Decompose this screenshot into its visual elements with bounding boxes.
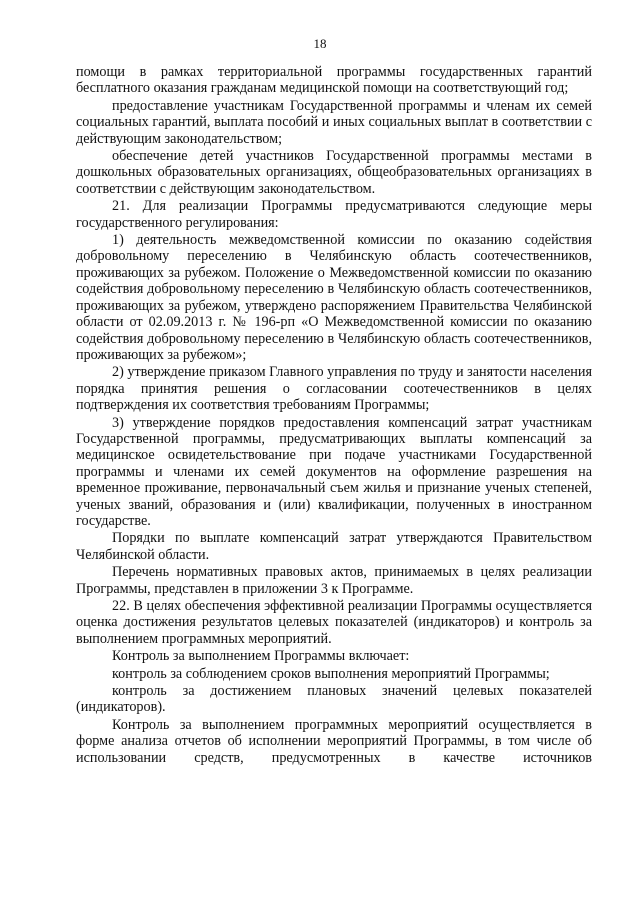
- paragraph-subitem-1: 1) деятельность межведомственной комиссии по оказанию содействия добровольному переселению в Челябинскую область соотечественников, проживающих за рубежом. Положение о Межведомственной комиссии по оказанию содействия добровольному переселению в Челябинскую область соотечественников, проживающих за рубежом, утверждено распоряжением Правительства Челябинской области от 02.09.2013 г. № 196-рп «О Межведомственной комиссии по оказанию содействия добровольному переселению в Челябинскую область соотечественников, проживающих за рубежом»;: [76, 232, 592, 363]
- page-number: 18: [313, 36, 327, 51]
- paragraph-control-includes: Контроль за выполнением Программы включает:: [112, 648, 410, 665]
- paragraph-item-22: 22. В целях обеспечения эффективной реализации Программы осуществляется оценка достижения результатов целевых показателей (индикаторов) и контроль за выполнением программных мероприятий.: [76, 598, 592, 647]
- paragraph-medical-aid: помощи в рамках территориальной программы государственных гарантий бесплатного оказания гражданам медицинской помощи на соответствующий год;: [76, 64, 592, 97]
- document-body: [76, 64, 592, 767]
- paragraph-education-places: обеспечение детей участников Государственной программы местами в дошкольных образовательных организациях, общеобразовательных организациях в соответствии с действующим законодательством.: [76, 148, 592, 197]
- paragraph-legal-acts-list: Перечень нормативных правовых актов, принимаемых в целях реализации Программы, представлен в приложении 3 к Программе.: [76, 564, 592, 597]
- paragraph-subitem-2: 2) утверждение приказом Главного управления по труду и занятости населения порядка принятия решения о согласовании соотечественников в целях подтверждения их соответствия требованиям Программы;: [76, 364, 592, 414]
- paragraph-control-reports: Контроль за выполнением программных мероприятий осуществляется в форме анализа отчетов об исполнении мероприятий Программы, в том числе об использовании средств, предусмотренных в качестве источников: [76, 716, 592, 766]
- paragraph-control-deadlines: контроль за соблюдением сроков выполнения мероприятий Программы;: [112, 665, 550, 682]
- paragraph-item-21: 21. Для реализации Программы предусматриваются следующие меры государственного регулирования:: [76, 198, 592, 231]
- paragraph-social-guarantees: предоставление участникам Государственной программы и членам их семей социальных гарантий, выплата пособий и иных социальных выплат в соответствии с действующим законодательством;: [76, 97, 592, 147]
- paragraph-compensation-order: Порядки по выплате компенсаций затрат утверждаются Правительством Челябинской области.: [76, 530, 592, 563]
- paragraph-subitem-3: 3) утверждение порядков предоставления компенсаций затрат участникам Государственной программы, предусматривающих выплаты компенсаций за медицинское освидетельствование при подаче участниками Государственной программы и членами их семей документов на оформление разрешения на временное проживание, первоначальный съем жилья и признание ученых степеней, ученых званий, образования и (или) квалификации, полученных в иностранном государстве.: [76, 414, 592, 529]
- paragraph-control-targets: контроль за достижением плановых значений целевых показателей (индикаторов).: [76, 683, 592, 716]
